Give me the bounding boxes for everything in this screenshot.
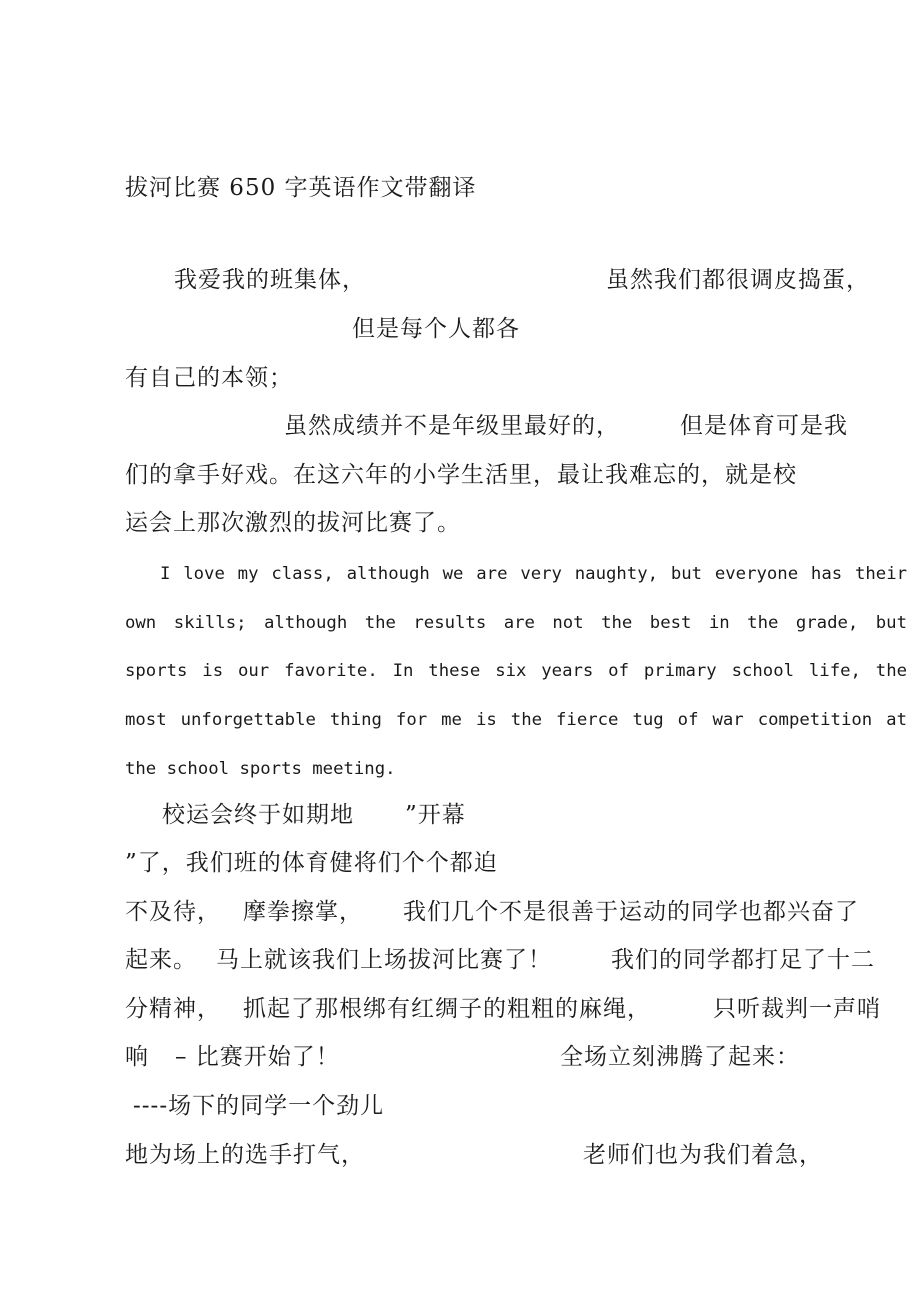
para2-line4a: 起来。 [125, 947, 197, 973]
para2-line4b: 马上就该我们上场拔河比赛了！ [216, 947, 552, 973]
para2-line5c: 只听裁判一声哨 [713, 996, 881, 1022]
para2-line6c: 全场立刻沸腾了起来： [560, 1044, 800, 1070]
english-line-1: I love my class, although we are very naughty, but everyone has their [160, 564, 907, 584]
para1-line1a: 我爱我的班集体， [174, 267, 366, 293]
para1-line5: 们的拿手好戏。在这六年的小学生活里，最让我难忘的，就是校 [125, 462, 797, 488]
para2-line3a: 不及待， [125, 899, 221, 925]
para2-line3c: 我们几个不是很善于运动的同学也都兴奋了 [403, 899, 859, 925]
para2-line1b: ”开幕 [405, 802, 466, 828]
para2-line5a: 分精神， [125, 996, 221, 1022]
para2-line6a: 响 [125, 1044, 149, 1070]
para2-line2: ”了，我们班的体育健将们个个都迫 [125, 850, 498, 876]
para1-line3: 有自己的本领； [125, 365, 293, 391]
para2-line3b: 摩拳擦掌， [243, 899, 363, 925]
para2-line8a: 地为场上的选手打气， [125, 1142, 365, 1168]
english-line-3: sports is our favorite. In these six years of primary school life, the [125, 661, 907, 681]
para2-line5b: 抓起了那根绑有红绸子的粗粗的麻绳， [243, 996, 651, 1022]
english-line-5: the school sports meeting. [125, 759, 396, 779]
english-line-2: own skills; although the results are not the best in the grade, but [125, 613, 907, 633]
para2-line8b: 老师们也为我们着急， [583, 1142, 823, 1168]
para1-line2: 但是每个人都各 [352, 316, 520, 342]
english-line-4: most unforgettable thing for me is the fierce tug of war competition at [125, 710, 907, 730]
para2-line6b: – 比赛开始了！ [175, 1044, 340, 1070]
para1-line4b: 但是体育可是我 [680, 413, 848, 439]
para1-line1b: 虽然我们都很调皮捣蛋， [606, 267, 870, 293]
para2-line4c: 我们的同学都打足了十二 [611, 947, 875, 973]
para1-line6: 运会上那次激烈的拔河比赛了。 [125, 510, 461, 536]
para2-line7: ----场下的同学一个劲儿 [133, 1093, 385, 1119]
document-title: 拔河比赛 650 字英语作文带翻译 [125, 175, 477, 201]
para1-line4a: 虽然成绩并不是年级里最好的， [284, 413, 620, 439]
para2-line1a: 校运会终于如期地 [162, 802, 354, 828]
